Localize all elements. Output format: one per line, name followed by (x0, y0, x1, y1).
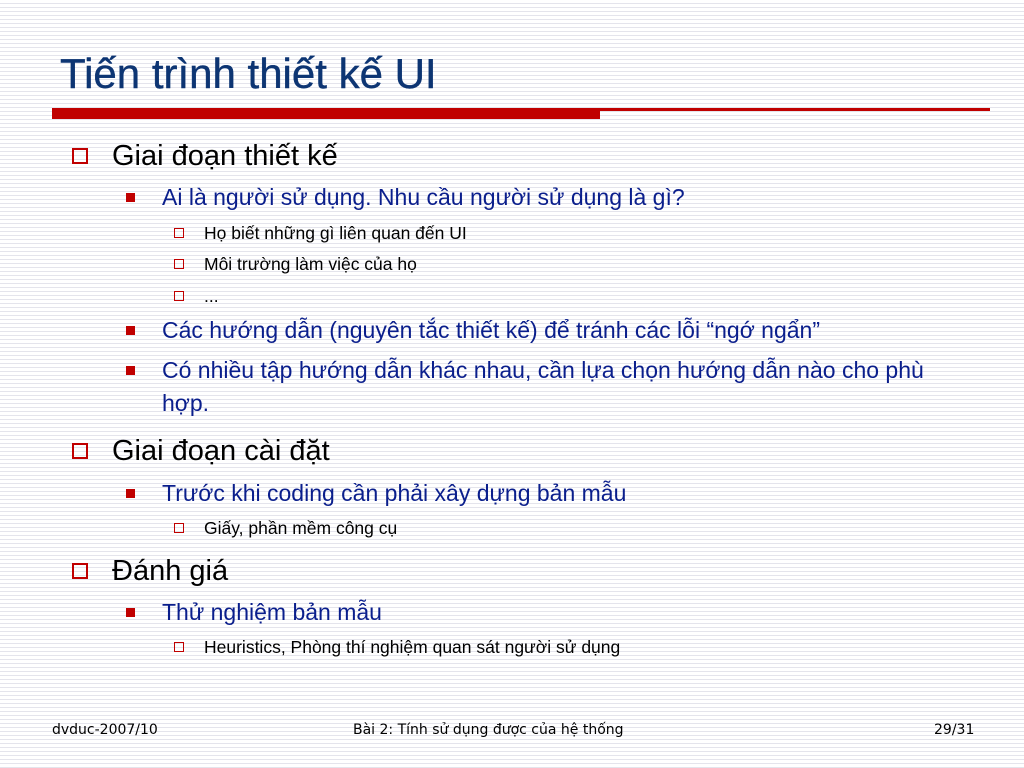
list-item (126, 596, 996, 629)
hollow-square-bullet-icon (72, 563, 88, 579)
filled-square-bullet-icon (126, 366, 135, 375)
sub-list-item (174, 283, 219, 309)
small-hollow-square-bullet-icon (174, 291, 184, 301)
footer-lecture-title: Bài 2: Tính sử dụng được của hệ thống (353, 722, 624, 738)
slide-title: Tiến trình thiết kế UI (60, 50, 437, 97)
sub-list-item (174, 634, 620, 660)
filled-square-bullet-icon (126, 326, 135, 335)
footer-page-number: 29/31 (934, 722, 975, 738)
small-hollow-square-bullet-icon (174, 642, 184, 652)
footer-author: dvduc-2007/10 (52, 722, 158, 738)
item-label: Có nhiều tập hướng dẫn khác nhau, cần lựa chọn hướng dẫn nào cho phù hợp. (162, 357, 924, 416)
small-hollow-square-bullet-icon (174, 228, 184, 238)
item-label: Thử nghiệm bản mẫu (162, 599, 382, 625)
section-heading (72, 553, 228, 589)
sub-list-item (174, 251, 417, 277)
sub-list-item (174, 515, 397, 541)
hollow-square-bullet-icon (72, 443, 88, 459)
list-item (126, 477, 996, 510)
filled-square-bullet-icon (126, 608, 135, 617)
filled-square-bullet-icon (126, 489, 135, 498)
hollow-square-bullet-icon (72, 148, 88, 164)
sub-item-label: Họ biết những gì liên quan đến UI (204, 223, 467, 243)
sub-list-item (174, 220, 467, 246)
item-label: Ai là người sử dụng. Nhu cầu người sử dụng là gì? (162, 184, 685, 210)
title-underline-thick (52, 111, 600, 119)
filled-square-bullet-icon (126, 193, 135, 202)
sub-item-label: Giấy, phần mềm công cụ (204, 518, 398, 538)
list-item (126, 314, 1006, 347)
small-hollow-square-bullet-icon (174, 259, 184, 269)
sub-item-label: Môi trường làm việc của họ (204, 254, 417, 274)
section-heading (72, 433, 330, 469)
item-label: Trước khi coding cần phải xây dựng bản mẫu (162, 480, 627, 506)
list-item (126, 354, 938, 420)
list-item (126, 181, 996, 214)
section-label: Đánh giá (112, 555, 229, 587)
item-label: Các hướng dẫn (nguyên tắc thiết kế) để tránh các lỗi “ngớ ngẩn” (162, 317, 820, 343)
section-label: Giai đoạn cài đặt (112, 435, 330, 467)
small-hollow-square-bullet-icon (174, 523, 184, 533)
section-label: Giai đoạn thiết kế (112, 140, 338, 172)
section-heading (72, 138, 338, 174)
sub-item-label: Heuristics, Phòng thí nghiệm quan sát người sử dụng (204, 637, 621, 657)
sub-item-label: ... (204, 286, 219, 306)
